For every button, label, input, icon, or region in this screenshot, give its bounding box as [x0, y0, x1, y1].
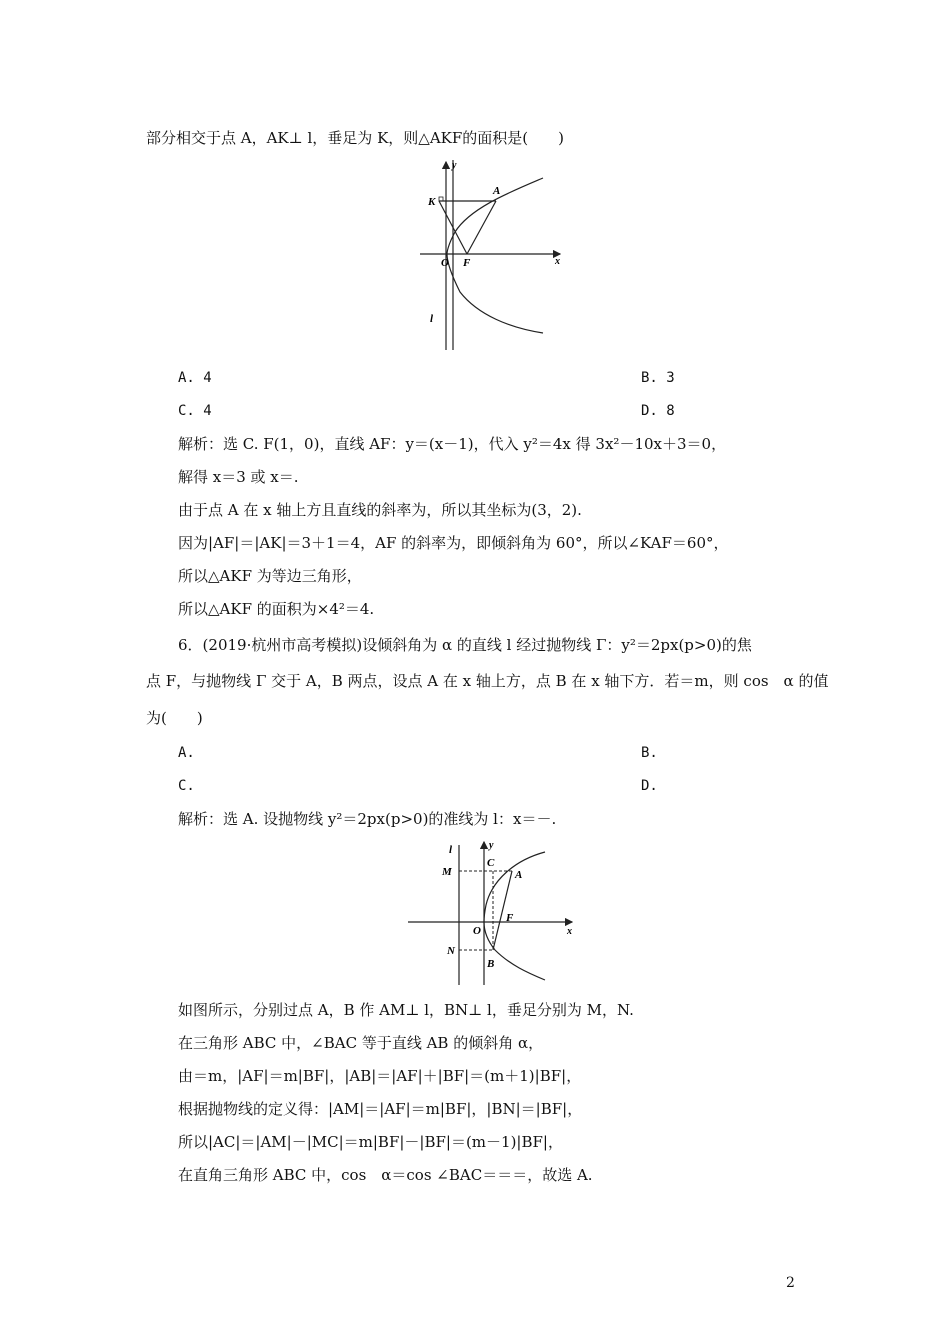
q6-solution-line-1: 如图所示，分别过点 A，B 作 AM⊥ l，BN⊥ l，垂足分别为 M，N.	[178, 1001, 634, 1019]
figure-parabola-akf	[415, 158, 575, 353]
q5-solution-line-2: 解得 x＝3 或 x＝.	[178, 468, 299, 486]
label-f: F	[463, 257, 471, 269]
q6-option-d: D.	[641, 778, 658, 794]
page-number: 2	[786, 1275, 795, 1291]
q5-solution-line-4: 因为|AF|＝|AK|＝3＋1＝4，AF 的斜率为，即倾斜角为 60°，所以∠KAF＝60°，	[178, 534, 729, 552]
label-x: x	[555, 256, 560, 267]
q6-option-a: A.	[178, 745, 195, 761]
label-m: M	[442, 866, 452, 878]
figure-parabola-abc	[405, 838, 580, 988]
q5-solution-line-3: 由于点 A 在 x 轴上方且直线的斜率为，所以其坐标为(3，2).	[178, 501, 582, 519]
label-y: y	[452, 160, 457, 171]
q6-stem-line-1: 6．(2019·杭州市高考模拟)设倾斜角为 α 的直线 l 经过抛物线 Γ：y²＝2px(p>0)的焦	[178, 636, 752, 654]
q5-solution-line-1: 解析：选 C. F(1，0)，直线 AF：y＝(x－1)，代入 y²＝4x 得 3x²－10x＋3＝0，	[178, 435, 727, 453]
q5-solution-line-5: 所以△AKF 为等边三角形，	[178, 567, 362, 585]
label-x: x	[567, 926, 572, 937]
q6-stem-line-2: 点 F，与抛物线 Γ 交于 A，B 两点，设点 A 在 x 轴上方，点 B 在 x 轴下方．若＝m，则 cos α 的值	[146, 672, 829, 690]
q5-option-a: A. 4	[178, 370, 212, 386]
label-c: C	[487, 857, 495, 869]
q6-solution-line-5: 所以|AC|＝|AM|－|MC|＝m|BF|－|BF|＝(m－1)|BF|，	[178, 1133, 563, 1151]
q6-solution-line-4: 根据抛物线的定义得：|AM|＝|AF|＝m|BF|，|BN|＝|BF|，	[178, 1100, 583, 1118]
q5-solution-line-6: 所以△AKF 的面积为×4²＝4.	[178, 600, 375, 618]
label-l: l	[449, 844, 453, 856]
q5-option-b: B. 3	[641, 370, 675, 386]
label-f: F	[506, 912, 514, 924]
q6-stem-line-3: 为( )	[146, 709, 203, 727]
q5-option-d: D. 8	[641, 403, 675, 419]
label-k: K	[428, 196, 436, 208]
label-y: y	[489, 840, 494, 851]
question-stem-continued: 部分相交于点 A，AK⊥ l，垂足为 K，则△AKF的面积是( )	[146, 129, 564, 147]
q6-option-b: B.	[641, 745, 658, 761]
label-o: O	[473, 925, 481, 937]
label-a: A	[515, 869, 523, 881]
label-n: N	[447, 945, 455, 957]
q6-solution-intro: 解析：选 A. 设抛物线 y²＝2px(p>0)的准线为 l：x＝－.	[178, 810, 557, 828]
label-b: B	[487, 958, 495, 970]
q6-solution-line-2: 在三角形 ABC 中，∠BAC 等于直线 AB 的倾斜角 α，	[178, 1034, 544, 1052]
label-a: A	[493, 185, 501, 197]
q6-solution-line-3: 由＝m，|AF|＝m|BF|，|AB|＝|AF|＋|BF|＝(m＋1)|BF|，	[178, 1067, 582, 1085]
q6-solution-line-6: 在直角三角形 ABC 中，cos α＝cos ∠BAC＝＝＝，故选 A.	[178, 1166, 593, 1184]
label-o: O	[441, 257, 449, 269]
label-l: l	[430, 313, 434, 325]
q5-option-c: C. 4	[178, 403, 212, 419]
segment-af	[467, 201, 496, 254]
q6-option-c: C.	[178, 778, 195, 794]
